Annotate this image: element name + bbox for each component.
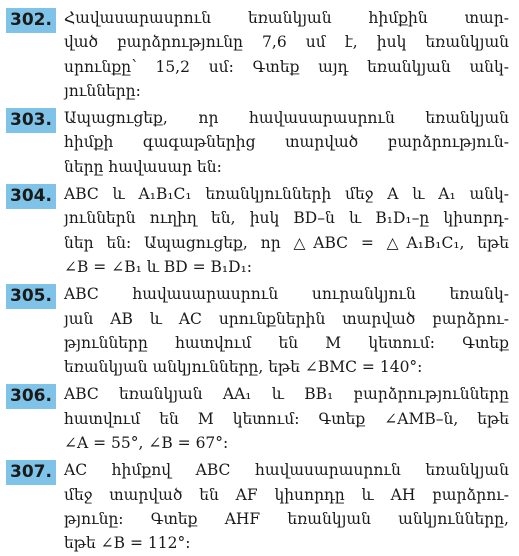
problem-text-line: ված բարձրությունը 7,6 սմ է, իսկ եռանկյան: [64, 33, 509, 52]
problem-306: [6, 382, 509, 455]
problem-text-line: յունները:: [64, 81, 141, 100]
problem-text-line: ABC հավասարասրուն սուրանկյուն եռանկ-: [64, 285, 509, 304]
problem-text-line: AC հիմքով ABC հավասարասրուն եռանկյան: [64, 461, 509, 480]
problem-text-line: Հավասարասրուն եռանկյան հիմքին տար-: [64, 9, 509, 27]
problem-text-line: եթե ∠B = 112°:: [64, 534, 191, 553]
problem-305: [6, 282, 509, 379]
problem-text-line: հիմքի գագաթներից տարված բարձրություն-: [64, 133, 509, 152]
problem-text-line: սրունքը՝ 15,2 սմ: Գտեք այդ եռանկյան անկ-: [64, 57, 509, 76]
problem-number: 306.: [6, 384, 56, 409]
problem-text-line: ները հավասար են:: [64, 157, 222, 176]
problem-text-line: յան AB և AC սրունքներին տարված բարձրու-: [64, 309, 509, 328]
problem-number: 305.: [6, 284, 56, 309]
problem-number: 303.: [6, 108, 56, 133]
problem-text-line: հատվում են M կետում: Գտեք ∠AMB–ն, եթե: [64, 409, 509, 428]
problem-number: 302.: [6, 8, 56, 33]
problem-text-line: մեջ տարված են AF կիսորդը և AH բարձրու-: [64, 485, 509, 504]
problem-text-line: ∠A = 55°, ∠B = 67°:: [64, 434, 229, 453]
problem-304: [6, 182, 509, 279]
problem-307: [6, 458, 509, 555]
problem-text-line: եռանկյան անկյունները, եթե ∠BMC = 140°:: [64, 358, 423, 377]
problem-text-line: յուններն ուղիղ են, իսկ BD–ն և B₁D₁–ը կիսորդ-: [64, 209, 509, 228]
problem-text-line: ներ են: Ապացուցեք, որ △ABC = △A₁B₁C₁, եթե: [64, 233, 509, 252]
problem-text-line: թյունները հատվում են M կետում: Գտեք: [64, 333, 509, 352]
problem-text-line: Ապացուցեք, որ հավասարասրուն եռանկյան: [64, 109, 509, 128]
problem-text-line: ∠B = ∠B₁ և BD = B₁D₁:: [64, 257, 253, 276]
problem-number: 307.: [6, 460, 56, 485]
problem-text-line: ABC և A₁B₁C₁ եռանկյունների մեջ A և A₁ անկ-: [64, 185, 509, 204]
problem-text-line: թյունը: Գտեք AHF եռանկյան անկյունները,: [64, 509, 509, 528]
problem-number: 304.: [6, 184, 56, 209]
problem-303: [6, 106, 509, 179]
problem-text-line: ABC եռանկյան AA₁ և BB₁ բարձրությունները: [64, 385, 509, 404]
problem-302: [6, 6, 509, 103]
